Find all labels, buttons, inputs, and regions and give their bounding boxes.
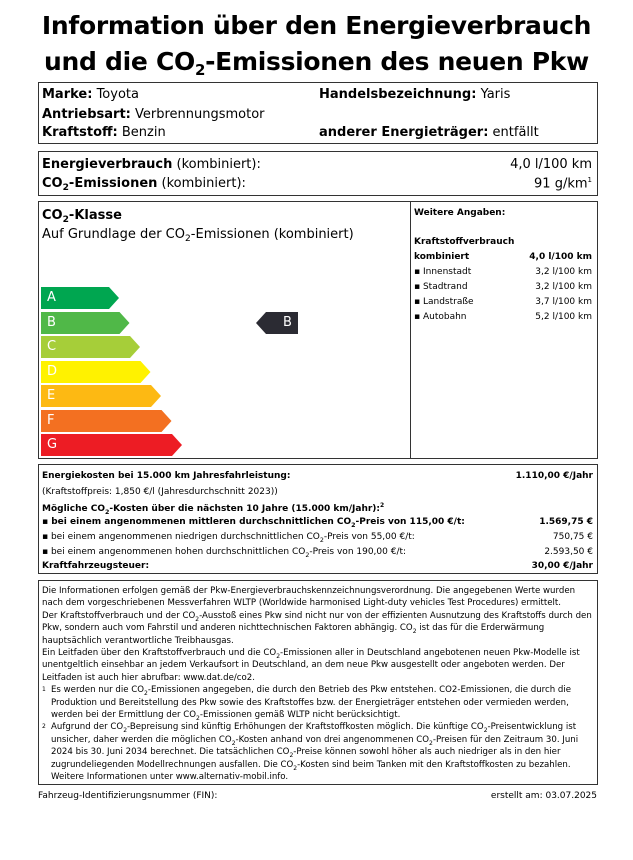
costs-box xyxy=(38,464,598,574)
kraftstoffpreis: (Kraftstoffpreis: 1,850 €/l (Jahresdurchschnitt 2023)) xyxy=(42,487,278,497)
kombiniert-label: kombiniert xyxy=(414,252,470,262)
kraftfahrzeugsteuer-value: 30,00 €/Jahr xyxy=(531,561,593,571)
kraftfahrzeugsteuer-label: Kraftfahrzeugsteuer: xyxy=(42,561,150,571)
note-3: Ein Leitfaden über den Kraftstoffverbrauch und die $CO_2$-Emissionen aller in Deutschland angebotenen neuen Pkw-Modelle ist unentgeltlich einsehbar an jedem Verkaufsort in Deutschland, an dem neue Pkw ausgestellt oder angeboten werden. Der Leitfaden ist auch hier abrufbar: www.dat.de/co2. xyxy=(42,648,580,683)
detail-row-value: 3,2 l/100 km xyxy=(535,282,592,292)
hoch-preis-value: 2.593,50 € xyxy=(544,547,593,557)
co2-klasse-heading: $CO_2$-Klasse xyxy=(42,208,122,225)
co2-class-bar-f xyxy=(41,410,172,432)
energiekosten-value: 1.110,00 €/Jahr xyxy=(515,471,593,481)
co2-class-label: D xyxy=(47,363,58,379)
detail-row-value: 5,2 l/100 km xyxy=(535,312,592,322)
detail-row-label: ▪ Autobahn xyxy=(414,312,467,322)
vehicle-info-box xyxy=(38,82,598,144)
note-2: Der Kraftstoffverbrauch und der $CO_2$-Ausstoß eines Pkw sind nicht nur von der effizienten Ausnutzung des Kraftstoffs durch den Pkw, sondern auch vom Fahrstil und anderen nichttechnischen Faktoren abhängig. $CO_2$ ist das für die Erderwärmung hauptsächlich verantwortliche Treibhausgas. xyxy=(42,610,592,646)
fin-label: Fahrzeug-Identifizierungsnummer (FIN): xyxy=(38,791,218,801)
co2-class-bar-a xyxy=(41,287,119,309)
current-class-label: B xyxy=(283,314,292,330)
detail-row-value: 3,2 l/100 km xyxy=(535,267,592,277)
mittel-preis-label: ▪ bei einem angenommenen mittleren durchschnittlichen $CO_2$-Preis von 115,00 €/t: xyxy=(42,517,465,529)
consumption-box xyxy=(38,151,598,196)
antriebsart-row: Antriebsart: Verbrennungsmotor xyxy=(42,107,265,122)
co2-class-label: E xyxy=(47,388,56,403)
co2-klasse-subheading: Auf Grundlage der $CO_2$-Emissionen (kombiniert) xyxy=(42,227,354,244)
handelsbezeichnung-row: Handelsbezeichnung: Yaris xyxy=(319,87,511,102)
detail-row-value: 3,7 l/100 km xyxy=(535,297,592,307)
detail-row-label: ▪ Innenstadt xyxy=(414,267,472,277)
title-line-1: Information über den Energieverbrauch xyxy=(41,11,592,40)
erstellt-am: erstellt am: 03.07.2025 xyxy=(490,791,597,801)
energiekosten-label: Energiekosten bei 15.000 km Jahresfahrleistung: xyxy=(42,471,291,481)
detail-row-label: ▪ Stadtrand xyxy=(414,282,468,292)
current-class-indicator xyxy=(256,312,298,334)
kombiniert-value: 4,0 l/100 km xyxy=(529,252,592,262)
footnote-1: 1 Es werden nur die $CO_2$-Emissionen angegeben, die durch den Betrieb des Pkw entstehen. CO2-Emissionen, die durch die Produktion und Bereitstellung des Pkw sowie des Kraftstoffes bzw. der Energieträger entstehen oder vermieden werden, werden bei der Ermittlung der $CO_2$-Emissionen gemäß WLTP nicht berücksichtigt. xyxy=(42,685,572,723)
co2-class-label: C xyxy=(47,339,57,354)
co2-class-bar-g xyxy=(41,434,182,456)
weitere-angaben-heading: Weitere Angaben: xyxy=(414,208,506,218)
co2-class-bar-d xyxy=(41,361,151,383)
detail-row-label: ▪ Landstraße xyxy=(414,297,474,307)
niedrig-preis-value: 750,75 € xyxy=(552,532,593,542)
footnote-2: 2 Aufgrund der $CO_2$-Bepreisung sind künftig Erhöhungen der Kraftstoffkosten möglich. Die künftige $CO_2$-Preisentwicklung ist unsicher, daher werden die möglichen $CO_2$-Kosten anhand von drei angenommenen $CO_2$-Preisen für den Zeitraum 30. Juni 2024 bis 30. Juni 2034 berechnet. Die tatsächlichen $CO_2$-Preise können sowohl höher als auch niedriger als in den hier zugrundeliegenden Modellrechnungen ausfallen. Die $CO_2$-Kosten sind beim Tanken mit den Kraftstoffkosten zu bezahlen. Weitere Informationen unter www.alternativ-mobil.info. xyxy=(42,722,579,783)
energieverbrauch-value: 4,0 l/100 km xyxy=(510,157,592,172)
notes-text xyxy=(42,585,598,784)
hoch-preis-label: ▪ bei einem angenommenen hohen durchschnittlichen $CO_2$-Preis von 190,00 €/t: xyxy=(42,547,407,559)
co2-class-label: A xyxy=(47,290,56,305)
note-1: Die Informationen erfolgen gemäß der Pkw-Energieverbrauchskennzeichnungsverordnung. Die angegebenen Werte wurden nach dem vorgeschriebenen Messverfahren WLTP (Worldwide harmonised Light-duty vehicles Test Procedures) ermittelt. xyxy=(42,586,576,609)
kraftstoff-row: Kraftstoff: Benzin xyxy=(42,125,166,140)
page-title xyxy=(0,8,633,80)
marke-row: Marke: Toyota xyxy=(42,87,139,102)
kraftstoffverbrauch-heading: Kraftstoffverbrauch xyxy=(414,237,515,247)
co2-class-bar-c xyxy=(41,336,140,358)
co2-class-label: F xyxy=(47,412,55,428)
co2-class-label: B xyxy=(47,314,56,330)
co2-emissionen-value: 91 $g/km^1$ xyxy=(534,176,592,192)
divider xyxy=(410,202,411,458)
co2-emissionen-label: $CO_2$-Emissionen (kombiniert): xyxy=(42,176,246,193)
anderer-energietraeger-row: anderer Energieträger: entfällt xyxy=(319,125,539,140)
energieverbrauch-label: Energieverbrauch (kombiniert): xyxy=(42,157,261,172)
mittel-preis-value: 1.569,75 € xyxy=(539,517,593,527)
co2-class-bar-e xyxy=(41,385,161,407)
co2-class-bar-b xyxy=(41,312,130,334)
title-line-2: und die $CO_2$-Emissionen des neuen Pkw xyxy=(44,47,589,79)
moegliche-co2-kosten-label: Mögliche $CO_2$-Kosten über die nächsten 10 Jahre (15.000 km/Jahr):$^2$ xyxy=(42,502,385,516)
niedrig-preis-label: ▪ bei einem angenommenen niedrigen durchschnittlichen $CO_2$-Preis von 55,00 €/t: xyxy=(42,532,415,544)
co2-class-box xyxy=(38,201,598,459)
co2-class-label: G xyxy=(47,437,58,452)
